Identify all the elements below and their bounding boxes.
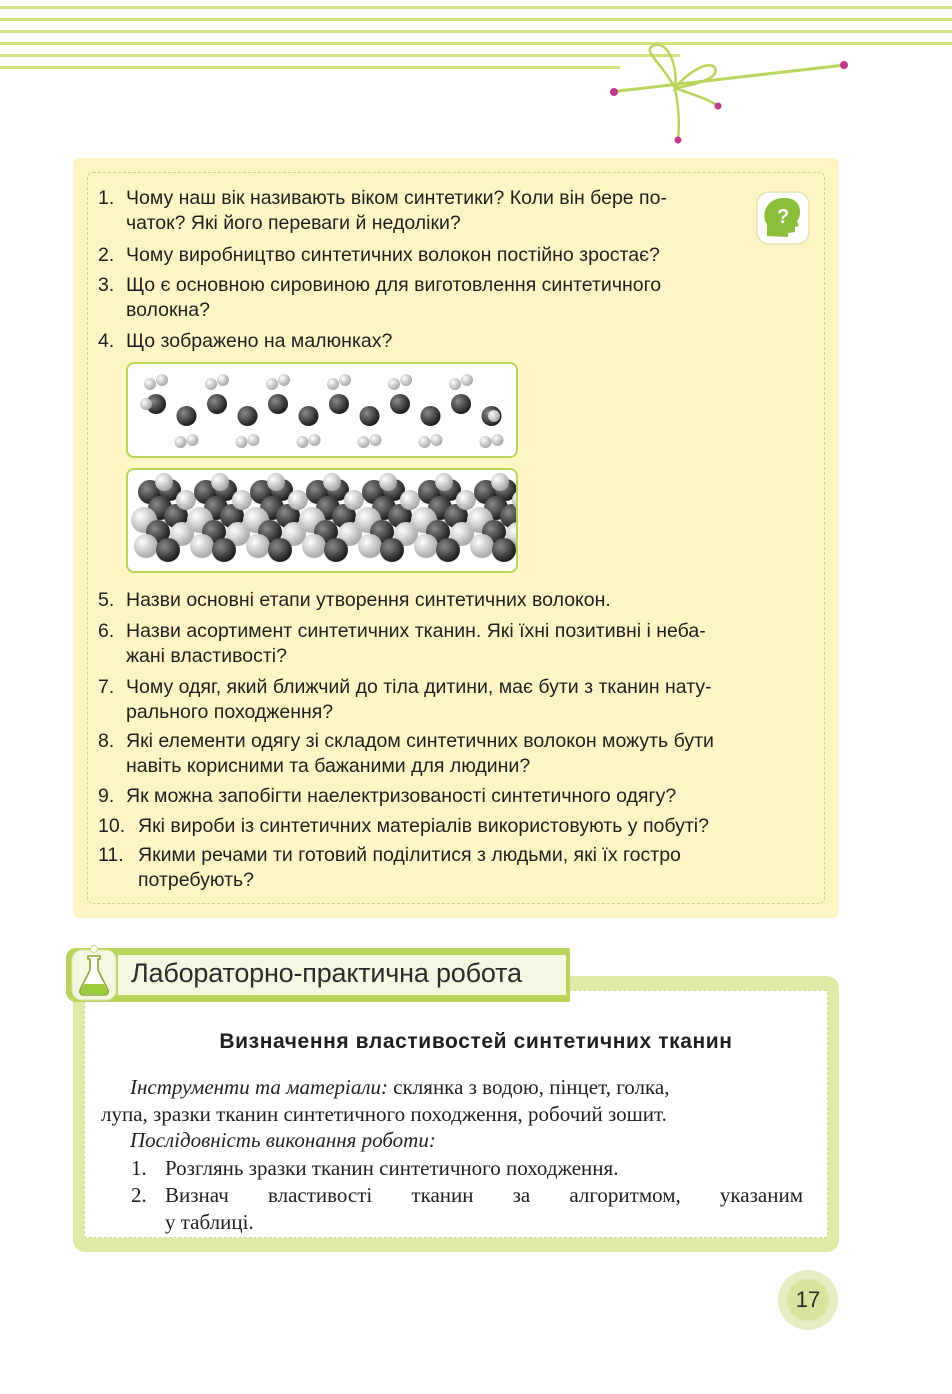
ribbon-bow-icon — [600, 40, 860, 150]
question-text: Якими речами ти готовий поділитися з людьми, які їх гостро — [138, 844, 681, 866]
question-text: Чому наш вік називають віком синтетики? Коли він бере по- — [126, 187, 667, 209]
question-text-cont: рального походження? — [126, 701, 334, 723]
question-text: Які елементи одягу зі складом синтетичних волокон можуть бути — [126, 730, 714, 752]
question-number: 1. — [98, 187, 115, 209]
lab-tools-paragraph — [130, 1074, 810, 1100]
question-number: 3. — [98, 274, 115, 296]
question-number: 6. — [98, 620, 115, 642]
question-text-cont: волокна? — [126, 299, 210, 321]
lab-step-number: 1. — [131, 1156, 147, 1180]
lab-tools-text-cont: лупа, зразки тканин синтетичного походження, робочий зошит. — [101, 1102, 667, 1126]
lab-tools-text: склянка з водою, пінцет, голка, — [388, 1075, 670, 1099]
lab-step-text-cont: у таблиці. — [165, 1210, 254, 1234]
question-text: Чому виробництво синтетичних волокон постійно зростає? — [126, 244, 660, 266]
page-number: 17 — [787, 1279, 829, 1321]
flask-icon — [70, 940, 118, 1002]
lab-step-2 — [131, 1182, 147, 1208]
lab-step-text: Визнач властивості тканин за алгоритмом, указаним — [165, 1183, 803, 1207]
question-number: 9. — [98, 785, 115, 807]
question-text: Що зображено на малюнках? — [126, 330, 393, 352]
svg-text:?: ? — [777, 206, 790, 228]
question-number: 4. — [98, 330, 115, 352]
question-text-cont: навіть корисними та бажаними для людини? — [126, 755, 531, 777]
question-text: Назви основні етапи утворення синтетичних волокон. — [126, 589, 611, 611]
lab-step-text: Розглянь зразки тканин синтетичного походження. — [165, 1156, 619, 1180]
molecule-chain-image — [126, 362, 518, 458]
question-text: Що є основною сировиною для виготовлення синтетичного — [126, 274, 662, 296]
question-text: Як можна запобігти наелектризованості синтетичного одягу? — [126, 785, 677, 807]
lab-sequence-label: Послідовність виконання роботи: — [130, 1128, 436, 1152]
question-text-cont: жані властивості? — [126, 645, 287, 667]
question-text: Чому одяг, який ближчий до тіла дитини, має бути з тканин нату- — [126, 676, 712, 698]
question-number: 11. — [98, 844, 124, 866]
question-number: 8. — [98, 730, 115, 752]
lab-step-number: 2. — [131, 1183, 147, 1207]
question-number: 5. — [98, 589, 115, 611]
molecule-spacefill-image — [126, 468, 518, 573]
lab-step-1 — [131, 1155, 147, 1181]
question-text-cont: чаток? Які його переваги й недоліки? — [126, 212, 461, 234]
lab-tools-label: Інструменти та матеріали: — [130, 1075, 389, 1099]
lab-heading: Визначення властивостей синтетичних тканин — [219, 1030, 733, 1053]
lab-tab-title: Лабораторно-практична робота — [131, 958, 522, 988]
question-text: Які вироби із синтетичних матеріалів використовують у побуті? — [138, 815, 709, 837]
question-text: Назви асортимент синтетичних тканин. Які їхні позитивні і неба- — [126, 620, 706, 642]
question-number: 7. — [98, 676, 115, 698]
question-text-cont: потребують? — [138, 869, 255, 891]
question-number: 2. — [98, 244, 115, 266]
question-number: 10. — [98, 815, 126, 837]
